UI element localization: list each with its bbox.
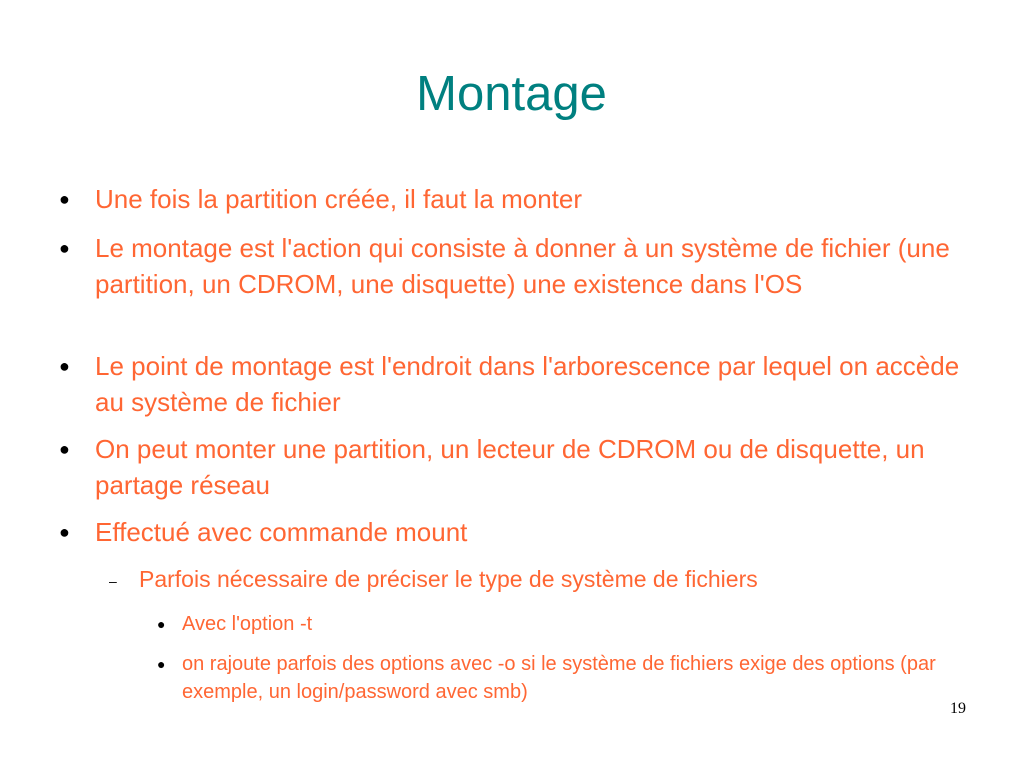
bullet-icon: ● <box>59 439 70 459</box>
bullet-text: Le point de montage est l'endroit dans l'arborescence par lequel on accède au système de fichier <box>95 351 960 417</box>
bullet-item <box>59 514 975 550</box>
bullet-item <box>59 348 975 420</box>
bullet-item <box>59 181 975 217</box>
slide-title: Montage <box>416 67 607 121</box>
sub-sub-bullet-item <box>157 610 982 638</box>
bullet-icon: ● <box>59 356 70 376</box>
bullet-text: On peut monter une partition, un lecteur de CDROM ou de disquette, un partage réseau <box>95 434 925 500</box>
bullet-text: Effectué avec commande mount <box>95 517 468 547</box>
sub-sub-bullet-text: Avec l'option -t <box>182 613 313 635</box>
bullet-icon: ● <box>59 522 70 542</box>
bullet-text: Une fois la partition créée, il faut la monter <box>95 184 583 214</box>
slide-number: 19 <box>950 700 966 717</box>
bullet-icon: ● <box>157 656 166 672</box>
sub-bullet-text: Parfois nécessaire de préciser le type de système de fichiers <box>139 566 758 592</box>
sub-sub-bullet-text: on rajoute parfois des options avec -o si le système de fichiers exige des options (par exemple, un login/password avec smb) <box>182 653 936 703</box>
dash-icon: – <box>109 573 117 589</box>
bullet-item <box>59 230 975 302</box>
bullet-item <box>59 431 975 503</box>
bullet-icon: ● <box>157 616 166 632</box>
bullet-icon: ● <box>59 189 70 209</box>
bullet-icon: ● <box>59 238 70 258</box>
bullet-text: Le montage est l'action qui consiste à donner à un système de fichier (une partition, un CDROM, une disquette) une existence dans l'OS <box>95 233 950 299</box>
sub-sub-bullet-item <box>157 650 982 706</box>
sub-bullet-item <box>109 563 979 595</box>
